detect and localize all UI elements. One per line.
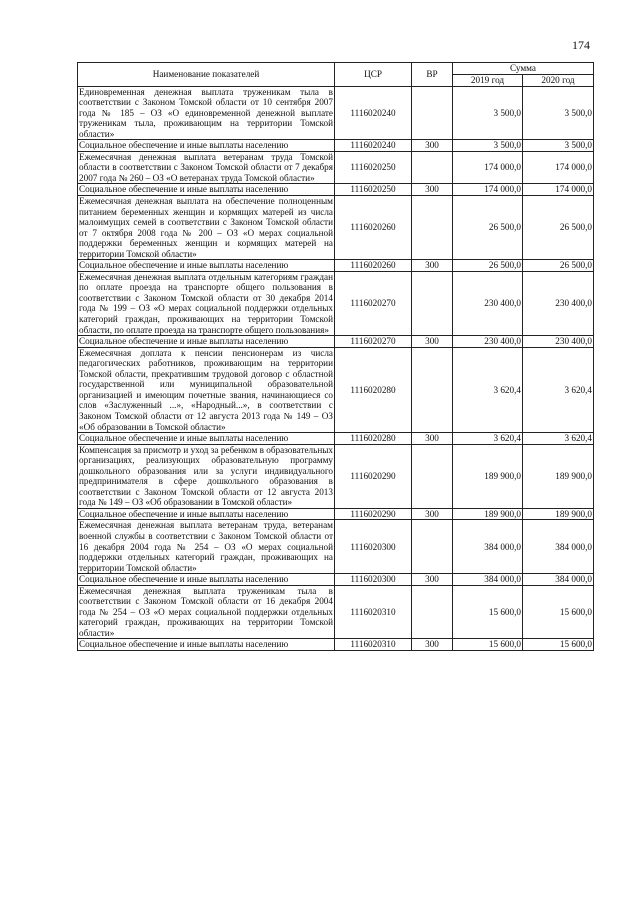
table-row [78, 508, 594, 520]
row-csr: 1116020310 [335, 585, 412, 639]
row-sum-2020: 189 900,0 [523, 508, 594, 520]
row-vr [412, 86, 453, 140]
row-csr: 1116020300 [335, 520, 412, 574]
row-csr: 1116020260 [335, 260, 412, 272]
row-vr: 300 [412, 336, 453, 348]
row-csr: 1116020240 [335, 140, 412, 152]
row-sum-2020: 384 000,0 [523, 520, 594, 574]
table-row [78, 433, 594, 445]
row-sum-2020: 15 600,0 [523, 585, 594, 639]
row-name: Компенсация за присмотр и уход за ребенком в образовательных организациях, реализующих образовательную программу дошкольного образования или за услуги индивидуального предпринимателя в сфере дошкольного образования в соответствии с Законом Томской области от 12 августа 2013 года № 149 – ОЗ «Об образовании в Томской области» [79, 444, 333, 508]
header-csr: ЦСР [335, 63, 412, 87]
row-sum-2020: 174 000,0 [523, 151, 594, 184]
header-sum: Сумма [453, 63, 594, 75]
row-sum-2019: 384 000,0 [453, 520, 523, 574]
table-row [78, 151, 594, 184]
row-sum-2019: 3 500,0 [453, 86, 523, 140]
row-name: Ежемесячная денежная выплата отдельным категориям граждан по оплате проезда на транспорте общего пользования в соответствии с Законом Томской области от 30 декабря 2014 года № 199 – ОЗ «О мерах социальной поддержки отдельных категорий граждан, проживающих на территории Томской области, по оплате проезда на транспорте общего пользования» [79, 271, 333, 335]
row-sum-2020: 26 500,0 [523, 260, 594, 272]
row-sum-2019: 230 400,0 [453, 271, 523, 335]
row-name: Ежемесячная денежная выплата ветеранам труда Томской области в соответствии с Законом Томской области от 7 декабря 2007 года № 260 – ОЗ «О ветеранах труда Томской области» [79, 151, 333, 183]
row-name: Единовременная денежная выплата труженикам тыла в соответствии с Законом Томской области от 10 сентября 2007 года № 185 – ОЗ «О единовременной денежной выплате труженикам тыла, проживающим на территории Томской области» [79, 86, 333, 139]
row-csr: 1116020260 [335, 196, 412, 260]
row-sum-2019: 26 500,0 [453, 260, 523, 272]
row-csr: 1116020270 [335, 336, 412, 348]
row-sum-2019: 26 500,0 [453, 196, 523, 260]
row-sum-2019: 189 900,0 [453, 508, 523, 520]
table-row [78, 336, 594, 348]
header-year-2019: 2019 год [453, 75, 523, 87]
row-vr: 300 [412, 184, 453, 196]
row-sum-2020: 3 500,0 [523, 140, 594, 152]
row-csr: 1116020280 [335, 433, 412, 445]
table-row [78, 585, 594, 639]
row-vr [412, 520, 453, 574]
row-vr [412, 444, 453, 508]
row-name: Ежемесячная денежная выплата труженикам тыла в соответствии с Законом Томской области от 16 декабря 2004 года № 254 – ОЗ «О мерах социальной поддержки отдельных категорий граждан, проживающих на территории Томской области» [79, 585, 333, 638]
row-name: Ежемесячная доплата к пенсии пенсионерам из числа педагогических работников, проживающим на территории Томской области, прекратившим трудовой договор с областной государственной или муниципальной образовательной организацией и имеющим почетные звания, начинающиеся со слов «Заслуженный ...», «Народный...», в соответствии с Законом Томской области от 12 августа 2013 года № 149 – ОЗ «Об образовании в Томской области» [79, 347, 333, 432]
table-row [78, 196, 594, 260]
row-name: Социальное обеспечение и иные выплаты населению [78, 260, 335, 272]
row-sum-2020: 230 400,0 [523, 271, 594, 335]
table-row [78, 86, 594, 140]
table-row [78, 520, 594, 574]
row-csr: 1116020240 [335, 86, 412, 140]
page-number: 174 [572, 38, 590, 52]
row-sum-2020: 174 000,0 [523, 184, 594, 196]
row-sum-2019: 230 400,0 [453, 336, 523, 348]
row-name: Социальное обеспечение и иные выплаты населению [78, 433, 335, 445]
header-vr: ВР [412, 63, 453, 87]
row-sum-2020: 384 000,0 [523, 574, 594, 586]
row-vr [412, 151, 453, 184]
row-vr [412, 585, 453, 639]
row-vr [412, 271, 453, 335]
row-sum-2019: 189 900,0 [453, 444, 523, 508]
row-vr: 300 [412, 574, 453, 586]
row-name: Ежемесячная денежная выплата на обеспечение полноценным питанием беременных женщин и кормящих матерей из числа малоимущих семей в соответствии с Законом Томской области от 7 октября 2008 года № 200 – ОЗ «О мерах социальной поддержки беременных женщин и кормящих матерей на территории Томской области» [79, 196, 333, 259]
table-row [78, 444, 594, 508]
row-csr: 1116020290 [335, 508, 412, 520]
row-vr: 300 [412, 260, 453, 272]
row-csr: 1116020250 [335, 184, 412, 196]
row-vr: 300 [412, 140, 453, 152]
row-name: Социальное обеспечение и иные выплаты населению [78, 336, 335, 348]
row-sum-2019: 3 500,0 [453, 140, 523, 152]
row-csr: 1116020270 [335, 271, 412, 335]
row-sum-2019: 174 000,0 [453, 151, 523, 184]
row-name: Социальное обеспечение и иные выплаты населению [78, 639, 335, 651]
row-sum-2020: 26 500,0 [523, 196, 594, 260]
row-name: Ежемесячная денежная выплата ветеранам труда, ветеранам военной службы в соответствии с Законом Томской области от 16 декабря 2004 года № 254 – ОЗ «О мерах социальной поддержки отдельных категорий граждан, проживающих на территории Томской области» [79, 520, 333, 573]
table-row [78, 140, 594, 152]
row-sum-2020: 15 600,0 [523, 639, 594, 651]
row-vr: 300 [412, 433, 453, 445]
row-sum-2019: 15 600,0 [453, 585, 523, 639]
header-year-2020: 2020 год [523, 75, 594, 87]
row-vr: 300 [412, 639, 453, 651]
row-vr [412, 347, 453, 432]
header-name: Наименование показателей [78, 63, 335, 87]
table-row [78, 639, 594, 651]
row-name: Социальное обеспечение и иные выплаты населению [78, 184, 335, 196]
row-vr [412, 196, 453, 260]
table-row [78, 574, 594, 586]
row-sum-2020: 3 620,4 [523, 433, 594, 445]
row-sum-2020: 230 400,0 [523, 336, 594, 348]
row-name: Социальное обеспечение и иные выплаты населению [78, 574, 335, 586]
row-sum-2020: 189 900,0 [523, 444, 594, 508]
row-sum-2019: 3 620,4 [453, 347, 523, 432]
row-vr: 300 [412, 508, 453, 520]
row-sum-2019: 15 600,0 [453, 639, 523, 651]
row-csr: 1116020280 [335, 347, 412, 432]
table-row [78, 184, 594, 196]
budget-table [77, 62, 594, 651]
row-sum-2020: 3 500,0 [523, 86, 594, 140]
row-csr: 1116020290 [335, 444, 412, 508]
row-csr: 1116020310 [335, 639, 412, 651]
row-sum-2019: 174 000,0 [453, 184, 523, 196]
table-row [78, 347, 594, 432]
row-sum-2019: 3 620,4 [453, 433, 523, 445]
row-csr: 1116020250 [335, 151, 412, 184]
row-sum-2019: 384 000,0 [453, 574, 523, 586]
row-csr: 1116020300 [335, 574, 412, 586]
row-name: Социальное обеспечение и иные выплаты населению [78, 140, 335, 152]
table-row [78, 260, 594, 272]
table-row [78, 271, 594, 335]
row-name: Социальное обеспечение и иные выплаты населению [78, 508, 335, 520]
row-sum-2020: 3 620,4 [523, 347, 594, 432]
